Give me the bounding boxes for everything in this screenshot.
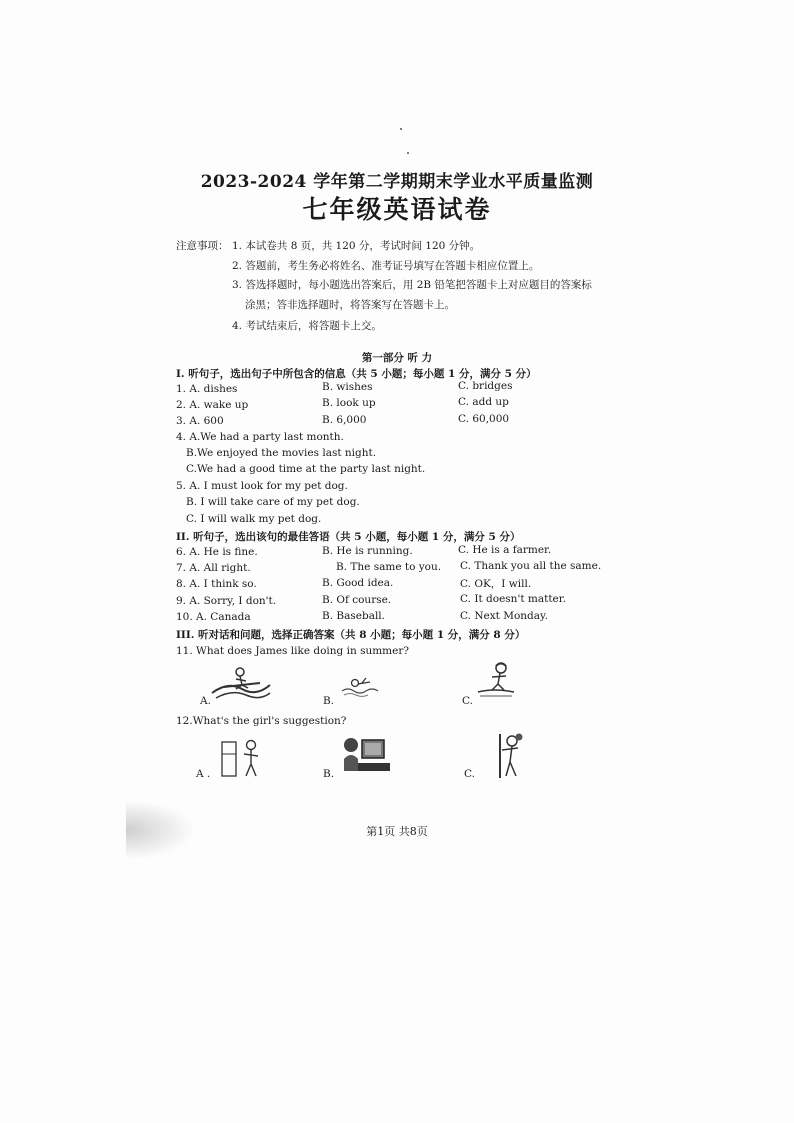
option-letter: A.: [200, 695, 211, 707]
note-item: 3. 答选择题时，每小题选出答案后，用 2B 铅笔把答题卡上对应题目的答案标: [232, 279, 592, 291]
question-option: 5. A. I must look for my pet dog.: [176, 480, 348, 492]
question-option: B. Good idea.: [322, 577, 394, 589]
option-letter: A .: [196, 768, 211, 780]
question-option: C. Next Monday.: [460, 610, 548, 622]
page-footer: 第1页 共8页: [366, 825, 428, 838]
question-option: 6. A. He is fine.: [176, 546, 258, 558]
scan-speck: [400, 128, 402, 130]
question-option: C. He is a farmer.: [458, 544, 552, 556]
question-option: C. OK，I will.: [460, 578, 532, 590]
question-option: B. The same to you.: [336, 561, 442, 573]
option-letter: C.: [464, 768, 475, 780]
section-heading: I. 听句子，选出句子中所包含的信息（共 5 小题；每小题 1 分，满分 5 分）: [176, 368, 537, 380]
question-option: B.We enjoyed the movies last night.: [186, 447, 377, 459]
option-letter: C.: [462, 695, 473, 707]
question-option: 9. A. Sorry, I don't.: [176, 595, 277, 607]
question-option: 7. A. All right.: [176, 562, 251, 574]
question-option: 3. A. 600: [176, 415, 224, 427]
basketball-picture: [492, 732, 528, 780]
question-option: B. wishes: [322, 381, 373, 393]
question-option: B. 6,000: [322, 414, 367, 426]
question-option: C. It doesn't matter.: [460, 593, 566, 605]
option-letter: B.: [323, 768, 335, 780]
note-item-continued: 涂黑；答非选择题时，将答案写在答题卡上。: [245, 299, 455, 311]
question-option: B. Baseball.: [322, 610, 386, 622]
question-stem: 11. What does James like doing in summer?: [176, 645, 409, 657]
question-option: B. I will take care of my pet dog.: [186, 496, 360, 508]
note-item: 4. 考试结束后，将答题卡上交。: [232, 320, 382, 332]
question-option: B. look up: [322, 397, 376, 409]
option-letter: B.: [323, 695, 335, 707]
skating-picture: [472, 660, 518, 700]
section-heading: II. 听句子，选出该句的最佳答语（共 5 小题，每小题 1 分，满分 5 分）: [176, 531, 521, 543]
question-option: 1. A. dishes: [176, 383, 238, 395]
section-heading: III. 听对话和问题，选择正确答案（共 8 小题；每小题 1 分，满分 8 分）: [176, 629, 526, 641]
notes-label: 注意事项：: [176, 240, 229, 252]
question-option: 2. A. wake up: [176, 399, 249, 411]
computer-picture: [340, 735, 392, 775]
swimming-picture: [340, 676, 380, 698]
question-option: 4. A.We had a party last month.: [176, 431, 344, 443]
question-option: C. add up: [458, 396, 509, 408]
question-option: 8. A. I think so.: [176, 578, 257, 590]
note-item: 2. 答题前，考生务必将姓名、准考证号填写在答题卡相应位置上。: [232, 260, 540, 272]
scan-shadow: [126, 800, 196, 860]
part-title: 第一部分 听 力: [361, 352, 433, 364]
exam-title: 七年级英语试卷: [302, 195, 492, 224]
question-option: B. He is running.: [322, 545, 413, 557]
scan-speck: [407, 152, 409, 154]
question-option: C. bridges: [458, 380, 513, 392]
question-stem: 12.What's the girl's suggestion?: [176, 715, 347, 727]
question-option: C.We had a good time at the party last night.: [186, 463, 426, 475]
question-option: C. 60,000: [458, 413, 510, 425]
question-option: B. Of course.: [322, 594, 392, 606]
question-option: C. Thank you all the same.: [460, 560, 602, 572]
exam-header: 2023-2024 学年第二学期期末学业水平质量监测: [200, 172, 594, 192]
surfing-picture: [210, 663, 272, 701]
note-item: 1. 本试卷共 8 页，共 120 分，考试时间 120 分钟。: [232, 240, 481, 252]
question-option: C. I will walk my pet dog.: [186, 513, 322, 525]
question-option: 10. A. Canada: [176, 611, 251, 623]
fridge-picture: [218, 736, 264, 778]
